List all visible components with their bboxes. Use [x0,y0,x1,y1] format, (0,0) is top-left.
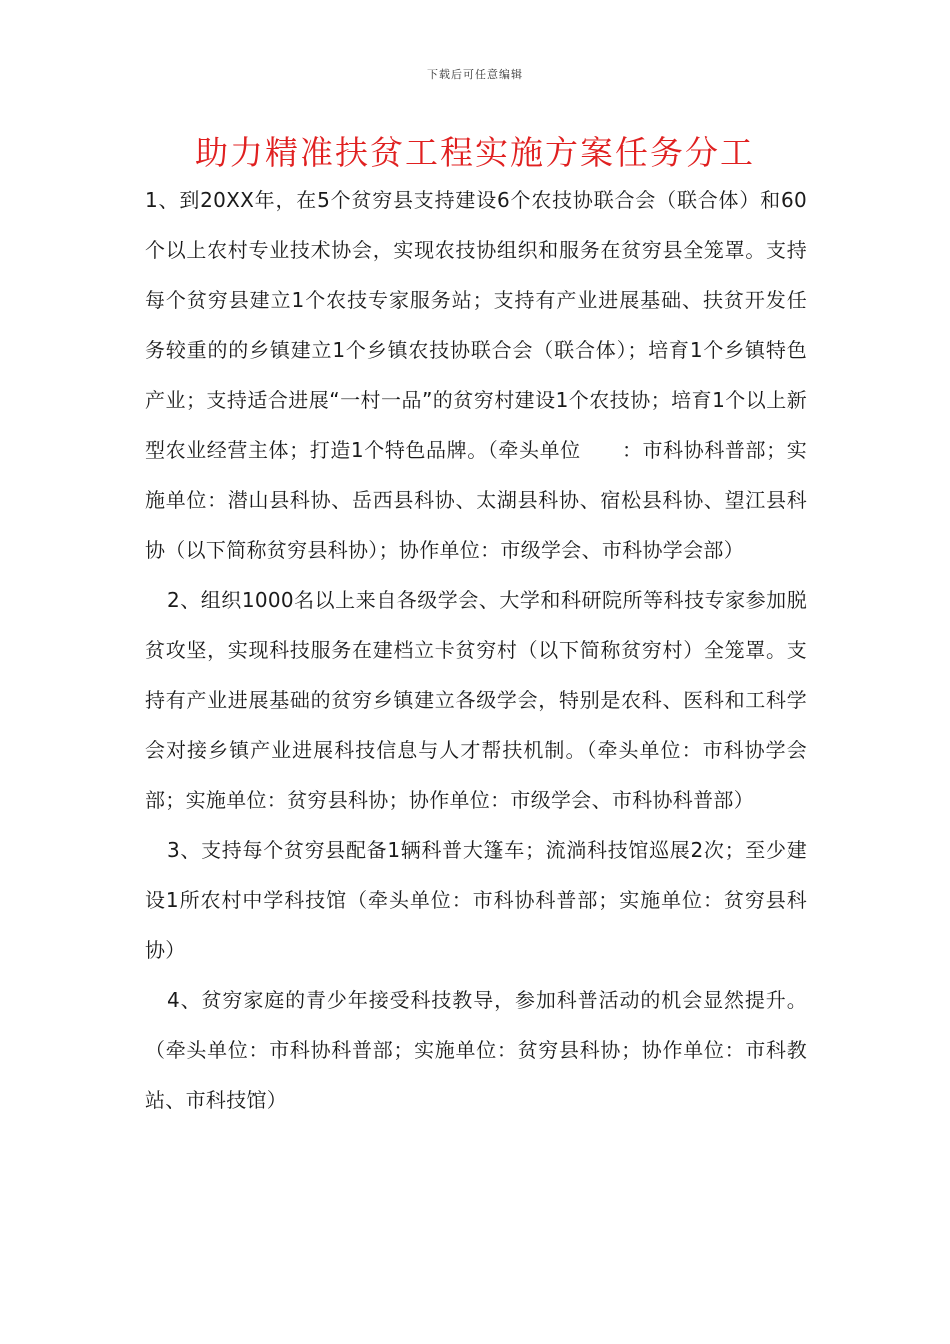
paragraph-4: 4、贫穷家庭的青少年接受科技教导，参加科普活动的机会显然提升。（牵头单位：市科协科普部；实施单位：贫穷县科协；协作单位：市科教站、市科技馆） [145,988,807,1112]
page-header-note: 下载后可任意编辑 [427,68,523,81]
document-title: 助力精准扶贫工程实施方案任务分工 [195,133,755,172]
paragraph-2: 2、组织1000名以上来自各级学会、大学和科研院所等科技专家参加脱贫攻坚，实现科技服务在建档立卡贫穷村（以下简称贫穷村）全笼罩。支持有产业进展基础的贫穷乡镇建立各级学会，特别是农科、医科和工科学会对接乡镇产业进展科技信息与人才帮扶机制。（牵头单位：市科协学会部；实施单位：贫穷县科协；协作单位：市级学会、市科协科普部） [145,588,807,812]
document-body [145,175,807,1125]
paragraph-3: 3、支持每个贫穷县配备1辆科普大篷车；流淌科技馆巡展2次；至少建设1所农村中学科技馆（牵头单位：市科协科普部；实施单位：贫穷县科协） [145,838,807,962]
paragraph-1: 1、到20XX年，在5个贫穷县支持建设6个农技协联合会（联合体）和60个以上农村专业技术协会，实现农技协组织和服务在贫穷县全笼罩。支持每个贫穷县建立1个农技专家服务站；支持有产业进展基础、扶贫开发任务较重的的乡镇建立1个乡镇农技协联合会（联合体）；培育1个乡镇特色产业；支持适合进展“一村一品”的贫穷村建设1个农技协；培育1个以上新型农业经营主体；打造1个特色品牌。（牵头单位 ：市科协科普部；实施单位：潜山县科协、岳西县科协、太湖县科协、宿松县科协、望江县科协（以下简称贫穷县科协）；协作单位：市级学会、市科协学会部） [145,188,807,562]
